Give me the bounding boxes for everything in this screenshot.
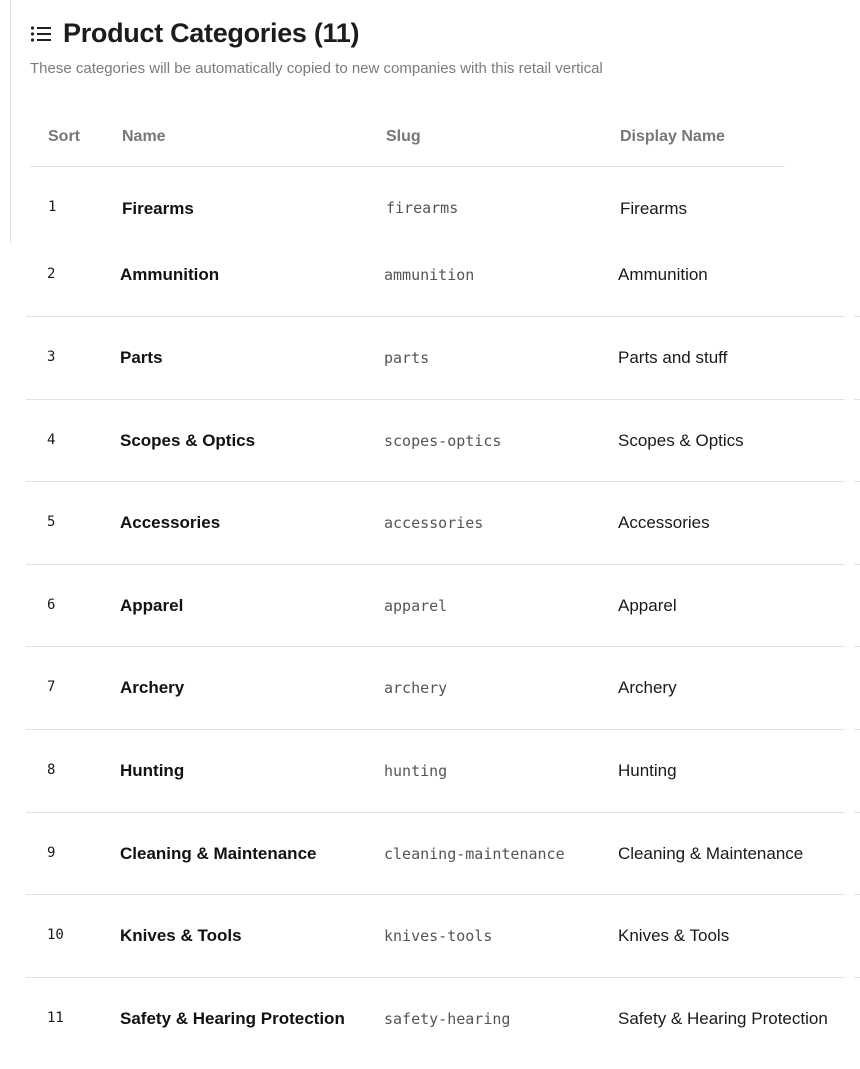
row-display-name: Firearms [620, 199, 688, 218]
row-slug: scopes-optics [384, 432, 502, 450]
row-divider-edge [854, 977, 860, 978]
row-slug: knives-tools [384, 927, 493, 945]
column-header-display[interactable]: Display Name [620, 128, 725, 145]
column-header-name[interactable]: Name [122, 128, 166, 145]
row-display-name: Cleaning & Maintenance [618, 844, 804, 863]
row-display-name: Ammunition [618, 265, 708, 284]
row-divider [26, 646, 845, 647]
row-sort: 4 [47, 432, 56, 448]
row-sort: 9 [47, 845, 56, 861]
row-slug: ammunition [384, 266, 475, 284]
row-sort: 10 [47, 927, 64, 943]
page-header [30, 18, 359, 49]
page-subtitle: These categories will be automatically copied to new companies with this retail vertical [30, 60, 603, 77]
row-sort: 8 [47, 762, 56, 778]
row-sort: 6 [47, 597, 56, 613]
row-slug: safety-hearing [384, 1010, 511, 1028]
row-display-name: Parts and stuff [618, 348, 728, 367]
row-name: Parts [120, 348, 163, 367]
row-name: Archery [120, 678, 185, 697]
row-sort: 2 [47, 266, 56, 282]
column-header-sort[interactable]: Sort [48, 128, 80, 145]
row-divider-edge [854, 894, 860, 895]
row-divider [26, 894, 845, 895]
row-slug: firearms [386, 199, 459, 217]
row-display-name: Apparel [618, 596, 677, 615]
row-display-name: Knives & Tools [618, 926, 730, 945]
row-name: Safety & Hearing Protection [120, 1009, 345, 1028]
row-slug: accessories [384, 514, 484, 532]
row-sort: 5 [47, 514, 56, 530]
table-row[interactable] [0, 167, 860, 246]
page-title: Product Categories (11) [63, 18, 360, 48]
row-name: Ammunition [120, 265, 220, 284]
column-header-slug[interactable]: Slug [386, 128, 421, 145]
row-name: Hunting [120, 761, 185, 780]
row-divider-edge [854, 399, 860, 400]
row-divider-edge [854, 729, 860, 730]
row-divider [26, 812, 845, 813]
row-slug: apparel [384, 597, 448, 615]
row-slug: cleaning-maintenance [384, 845, 565, 863]
row-display-name: Hunting [618, 761, 677, 780]
row-divider-edge [854, 646, 860, 647]
row-name: Accessories [120, 513, 221, 532]
row-divider-edge [854, 564, 860, 565]
row-divider [26, 729, 845, 730]
row-divider [26, 977, 845, 978]
row-name: Knives & Tools [120, 926, 242, 945]
row-sort: 11 [47, 1010, 64, 1026]
row-name: Scopes & Optics [120, 431, 256, 450]
row-sort: 3 [47, 349, 56, 365]
row-display-name: Safety & Hearing Protection [618, 1009, 828, 1028]
row-slug: parts [384, 349, 430, 367]
row-slug: hunting [384, 762, 448, 780]
row-name: Apparel [120, 596, 184, 615]
row-divider [26, 564, 845, 565]
row-name: Firearms [122, 199, 194, 218]
row-sort: 1 [48, 199, 57, 215]
row-name: Cleaning & Maintenance [120, 844, 317, 863]
row-divider [26, 399, 845, 400]
list-icon [30, 25, 52, 43]
row-slug: archery [384, 679, 448, 697]
row-divider-edge [854, 316, 860, 317]
row-display-name: Accessories [618, 513, 710, 532]
row-divider [26, 481, 845, 482]
row-sort: 7 [47, 679, 56, 695]
row-divider-edge [854, 481, 860, 482]
row-divider [26, 316, 845, 317]
row-display-name: Scopes & Optics [618, 431, 744, 450]
row-display-name: Archery [618, 678, 677, 697]
row-divider-edge [854, 812, 860, 813]
